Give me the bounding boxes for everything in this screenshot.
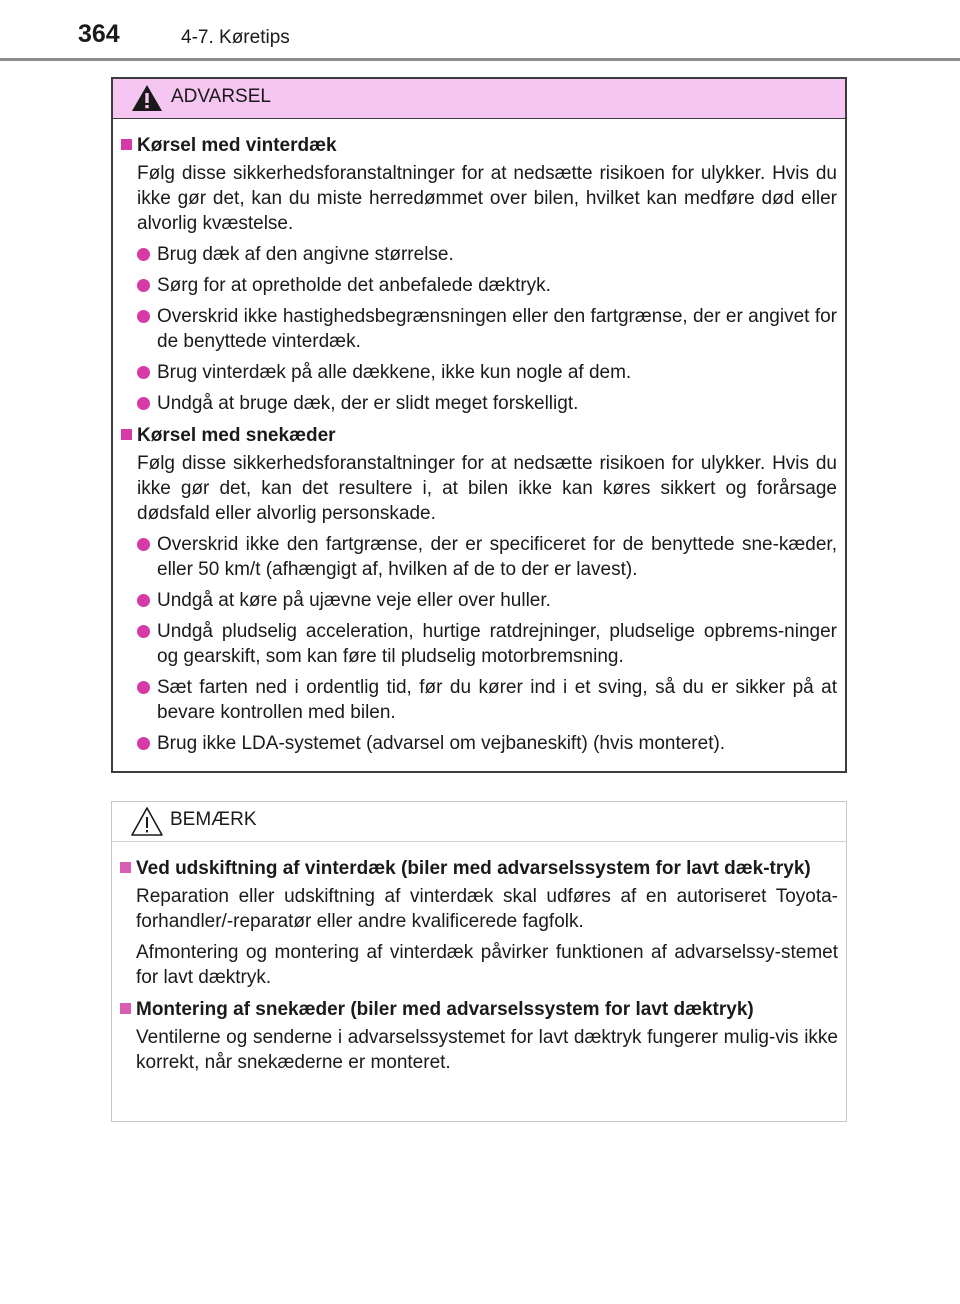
round-bullet-icon bbox=[137, 248, 150, 261]
section-title-text: Ved udskiftning af vinterdæk (biler med advarselssystem for lavt dæk-tryk) bbox=[136, 858, 811, 879]
notice-body bbox=[112, 842, 846, 1075]
list-item: Undgå at bruge dæk, der er slidt meget forskelligt. bbox=[121, 391, 837, 416]
warning-label: ADVARSEL bbox=[171, 86, 271, 107]
square-bullet-icon bbox=[121, 429, 132, 440]
round-bullet-icon bbox=[137, 397, 150, 410]
paragraph: Følg disse sikkerhedsforanstaltninger for at nedsætte risikoen for ulykker. Hvis du ikke gør det, kan du miste herredømmet over bilen, hvilket kan medføre død eller alvorlig kvæstelse. bbox=[137, 163, 837, 234]
list-item: Brug vinterdæk på alle dækkene, ikke kun nogle af dem. bbox=[121, 360, 837, 385]
list-item: Sørg for at opretholde det anbefalede dæktryk. bbox=[121, 273, 837, 298]
page-header bbox=[0, 0, 960, 62]
list-item: Brug dæk af den angivne størrelse. bbox=[121, 242, 837, 267]
warning-box bbox=[111, 77, 847, 773]
notice-box bbox=[111, 801, 847, 1122]
warning-body bbox=[113, 119, 845, 756]
section-title bbox=[120, 997, 838, 1022]
paragraph: Reparation eller udskiftning af vinterdæk skal udføres af en autoriseret Toyota-forhandler/-reparatør eller andre kvalificerede fagfolk. bbox=[136, 886, 838, 932]
round-bullet-icon bbox=[137, 366, 150, 379]
list-item: Brug ikke LDA-systemet (advarsel om vejbaneskift) (hvis monteret). bbox=[121, 731, 837, 756]
paragraph: Afmontering og montering af vinterdæk påvirker funktionen af advarselssy-stemet for lavt dæktryk. bbox=[136, 942, 838, 988]
round-bullet-icon bbox=[137, 594, 150, 607]
round-bullet-icon bbox=[137, 625, 150, 638]
section-title bbox=[120, 856, 838, 881]
section-title-text: Kørsel med vinterdæk bbox=[137, 135, 337, 156]
notice-header bbox=[112, 802, 846, 842]
page-number: 364 bbox=[78, 20, 120, 48]
paragraph: Følg disse sikkerhedsforanstaltninger for at nedsætte risikoen for ulykker. Hvis du ikke gør det, kan det resultere i, at bilen ikke kan køres sikkert og forårsage dødsfald eller alvorlig personskade. bbox=[137, 453, 837, 524]
round-bullet-icon bbox=[137, 737, 150, 750]
list-item: Overskrid ikke den fartgrænse, der er specificeret for de benyttede sne-kæder, eller 50 km/t (afhængigt af, hvilken af de to der er lavest). bbox=[121, 532, 837, 582]
square-bullet-icon bbox=[121, 139, 132, 150]
chapter-title: 4-7. Køretips bbox=[181, 27, 290, 48]
section-title-text: Montering af snekæder (biler med advarselssystem for lavt dæktryk) bbox=[136, 999, 754, 1020]
list-item: Undgå at køre på ujævne veje eller over huller. bbox=[121, 588, 837, 613]
square-bullet-icon bbox=[120, 1003, 131, 1014]
warning-header bbox=[113, 79, 845, 119]
round-bullet-icon bbox=[137, 279, 150, 292]
warning-triangle-icon bbox=[131, 83, 163, 113]
section-title bbox=[121, 133, 837, 158]
list-item: Overskrid ikke hastighedsbegrænsningen eller den fartgrænse, der er angivet for de benyttede vinterdæk. bbox=[121, 304, 837, 354]
notice-label: BEMÆRK bbox=[170, 809, 257, 830]
caution-triangle-icon bbox=[130, 806, 164, 838]
list-item: Sæt farten ned i ordentlig tid, før du kører ind i et sving, så du er sikker på at bevare kontrollen med bilen. bbox=[121, 675, 837, 725]
header-divider bbox=[0, 58, 960, 61]
square-bullet-icon bbox=[120, 862, 131, 873]
list-item: Undgå pludselig acceleration, hurtige ratdrejninger, pludselige opbrems-ninger og gearskift, som kan føre til pludselig motorbremsning. bbox=[121, 619, 837, 669]
round-bullet-icon bbox=[137, 538, 150, 551]
section-title bbox=[121, 423, 837, 448]
round-bullet-icon bbox=[137, 310, 150, 323]
round-bullet-icon bbox=[137, 681, 150, 694]
section-title-text: Kørsel med snekæder bbox=[137, 425, 336, 446]
paragraph: Ventilerne og senderne i advarselssystemet for lavt dæktryk fungerer mulig-vis ikke korrekt, når snekæderne er monteret. bbox=[136, 1027, 838, 1073]
